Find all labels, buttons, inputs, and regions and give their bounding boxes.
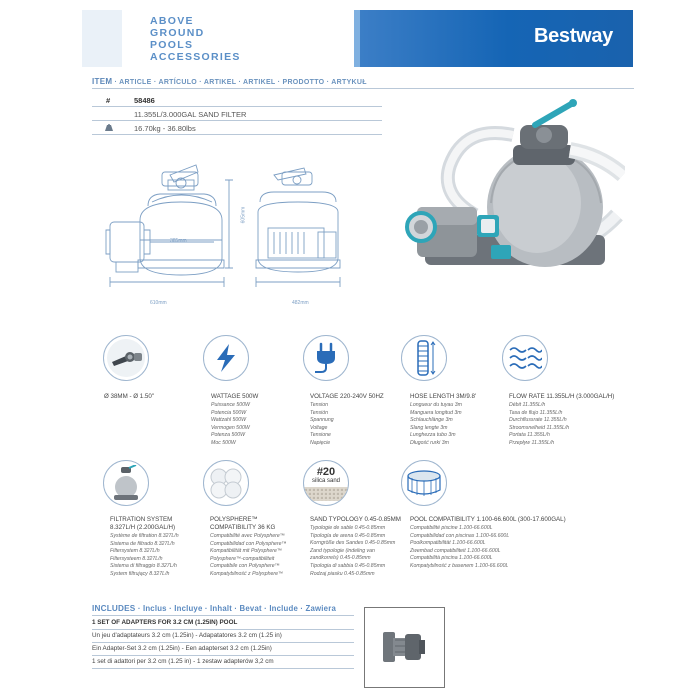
pool-line: Compatibilità piscina 1.100-66.600L bbox=[410, 555, 493, 562]
includes-divider bbox=[92, 615, 354, 616]
includes-line: Un jeu d'adaptateurs 3.2 cm (1.25in) - Adapatatores 3.2 cm (1.25 in) bbox=[92, 632, 282, 639]
item-weight: 16.70kg - 36.80lbs bbox=[134, 124, 196, 133]
polysphere-line: Polysphere™-compatibiliteit bbox=[210, 555, 275, 562]
item-row-divider bbox=[92, 134, 382, 135]
sand-grade-label: #20 bbox=[316, 466, 336, 478]
includes-heading bbox=[92, 604, 336, 613]
includes-row-divider bbox=[92, 668, 354, 669]
pool-line: Compatibilité piscine 1.100-66.600L bbox=[410, 525, 493, 531]
hose-length-title: HOSE LENGTH 3M/9.8' bbox=[410, 393, 477, 400]
item-row-divider bbox=[92, 120, 382, 121]
filtration-line: Sistema di filtraggio 8.327L/h bbox=[110, 563, 177, 570]
filtration-translations bbox=[110, 533, 179, 579]
plug-icon bbox=[303, 335, 349, 381]
sand-filter-pump-image bbox=[395, 95, 625, 310]
hose-length-translations bbox=[410, 402, 462, 448]
front-height-label: 605mm bbox=[240, 206, 247, 224]
filtration-line: System filtrujący 8.327L/h bbox=[110, 570, 170, 577]
includes-row-divider bbox=[92, 629, 354, 630]
polysphere-title bbox=[210, 516, 275, 532]
lightning-icon bbox=[203, 335, 249, 381]
sand-line: Typologie de sable 0.45-0.85mm bbox=[310, 525, 386, 531]
voltage-line: Tensione bbox=[310, 432, 331, 439]
adapter-image-box bbox=[364, 607, 445, 688]
item-row-divider bbox=[92, 106, 382, 107]
filtration-title bbox=[110, 516, 175, 532]
wattage-line: Vermogen 500W bbox=[211, 424, 250, 431]
filtration-line: Filtersysteem 8.327L/h bbox=[110, 555, 163, 562]
polysphere-line: Kompatybilność z Polysphere™ bbox=[210, 570, 284, 577]
voltage-line: Napięcie bbox=[310, 439, 331, 446]
hose-length-line: Długość rurki 3m bbox=[410, 439, 449, 446]
wattage-line: Puissance 500W bbox=[211, 402, 250, 408]
above-ground-pool-icon bbox=[401, 460, 447, 506]
voltage-line: Spannung bbox=[310, 417, 334, 424]
polysphere-line: Kompatibilität mit Polysphere™ bbox=[210, 548, 283, 555]
polysphere-line: Compatibilidad con Polysphere™ bbox=[210, 540, 287, 547]
sand-type-label: silica sand bbox=[311, 478, 340, 484]
sand-typology-title: SAND TYPOLOGY 0.45-0.85MM bbox=[310, 516, 401, 523]
sand-line: Korngröße des Sandes 0.45-0.85mm bbox=[310, 540, 396, 547]
flow-rate-translations bbox=[509, 402, 569, 448]
filtration-title-line: 8.327L/H (2.200GAL/H) bbox=[110, 524, 176, 531]
header-title-line-4: ACCESSORIES bbox=[150, 51, 241, 63]
pool-line: Compatibilidad con piscinas 1.100-66.600L bbox=[410, 532, 510, 539]
weight-icon bbox=[105, 124, 113, 131]
includes-heading-languages: · Inclus · Incluye · Inhalt · Bevat · Include · Zawiera bbox=[135, 604, 336, 613]
wattage-title: WATTAGE 500W bbox=[211, 393, 259, 400]
header-brand-band bbox=[354, 10, 633, 67]
item-number-symbol: # bbox=[106, 96, 111, 105]
includes-row-divider bbox=[92, 655, 354, 656]
side-view-drawing bbox=[252, 150, 357, 315]
includes-line: 1 SET OF ADAPTERS FOR 3.2 CM (1.25IN) POOL bbox=[92, 619, 238, 626]
voltage-line: Tension bbox=[310, 402, 328, 408]
sand-texture bbox=[303, 487, 349, 501]
header-left-band bbox=[82, 10, 122, 67]
sand-line: Tipologia di sabbia 0.45-0.85mm bbox=[310, 562, 386, 569]
includes-row-divider bbox=[92, 642, 354, 643]
hose-length-line: Manguera longitud 3m bbox=[410, 409, 462, 416]
sand-typology-translations bbox=[310, 525, 395, 578]
voltage-line: Tensión bbox=[310, 409, 328, 416]
wattage-line: Potencia 500W bbox=[211, 409, 247, 416]
hose-adapter-icon bbox=[365, 608, 443, 686]
sand-line: zandkorrels) 0.45-0.85mm bbox=[310, 555, 371, 562]
hose-length-line: Slang lengte 3m bbox=[410, 424, 448, 431]
item-divider bbox=[92, 88, 634, 89]
hose-length-line: Schlauchlänge 3m bbox=[410, 417, 453, 424]
flow-rate-line: Przepływ 11.355L/h bbox=[509, 439, 555, 446]
front-width-label: 610mm bbox=[150, 300, 167, 306]
polysphere-title-line: COMPATIBILITY 36 KG bbox=[210, 524, 276, 531]
flow-rate-line: Stroomsnelheid 11.355L/h bbox=[509, 424, 570, 431]
polysphere-line: Compatibilité avec Polysphere™ bbox=[210, 533, 285, 539]
water-flow-icon bbox=[502, 335, 548, 381]
flow-rate-line: Durchflussrate 11.355L/h bbox=[509, 417, 567, 424]
hose-connector-icon bbox=[103, 335, 149, 381]
item-description: 11.355L/3.000GAL SAND FILTER bbox=[134, 110, 247, 119]
header-title-line-1: ABOVE bbox=[150, 15, 194, 27]
item-heading-first: ITEM bbox=[92, 77, 113, 86]
pool-line: Zwembad compatibiliteit 1.100-66.600L bbox=[410, 547, 501, 554]
filtration-line: Système de filtration 8.327L/h bbox=[110, 533, 179, 539]
sand-filter-icon bbox=[103, 460, 149, 506]
voltage-line: Voltage bbox=[310, 424, 328, 431]
voltage-translations bbox=[310, 402, 334, 448]
wattage-line: Moc 500W bbox=[211, 439, 236, 446]
header-title-line-2: GROUND bbox=[150, 27, 205, 39]
wattage-translations bbox=[211, 402, 250, 448]
header-title-line-3: POOLS bbox=[150, 39, 194, 51]
polysphere-line: Compatibile con Polysphere™ bbox=[210, 563, 280, 570]
polysphere-translations bbox=[210, 533, 287, 579]
pool-compatibility-title: POOL COMPATIBILITY 1.100-66.600L (300-17.600GAL) bbox=[410, 516, 566, 523]
side-width-label: 482mm bbox=[292, 300, 309, 306]
item-heading bbox=[92, 77, 367, 86]
polysphere-balls-icon bbox=[203, 460, 249, 506]
sand-line: Zand typologie (indeling van bbox=[310, 547, 375, 554]
polysphere-title-line: POLYSPHERE™ bbox=[210, 516, 258, 523]
filtration-line: Sistema de filtrado 8.327L/h bbox=[110, 540, 175, 547]
item-heading-languages: · ARTICLE · ARTÍCULO · ARTIKEL · ARTIKEL · PRODOTTO · ARTYKUŁ bbox=[112, 79, 367, 86]
flow-rate-line: Tasa de flujo 11.355L/h bbox=[509, 409, 563, 416]
hose-diameter-title: Ø 38MM - Ø 1.50" bbox=[104, 393, 154, 400]
silica-sand-icon bbox=[303, 460, 349, 506]
includes-heading-first: INCLUDES bbox=[92, 604, 136, 613]
pool-line: Poolkompatibilität 1.100-66.600L bbox=[410, 540, 486, 547]
wattage-line: Potenza 500W bbox=[211, 432, 246, 439]
voltage-title: VOLTAGE 220-240V 50HZ bbox=[310, 393, 384, 400]
brand-logo: Bestway bbox=[533, 25, 613, 47]
includes-line: 1 set di adattori per 3.2 cm (1.25 in) - 1 zestaw adapterów 3,2 cm bbox=[92, 658, 274, 665]
sand-line: Rodzaj piasku 0.45-0.85mm bbox=[310, 570, 375, 577]
flow-rate-line: Débit 11.355L/h bbox=[509, 402, 546, 408]
flow-rate-line: Portata 11.355L/h bbox=[509, 432, 550, 439]
hose-length-icon bbox=[401, 335, 447, 381]
filtration-line: Filtersystem 8.327L/h bbox=[110, 548, 160, 555]
page-header bbox=[82, 10, 633, 67]
wattage-line: Wattzahl 500W bbox=[211, 417, 247, 424]
includes-line: Ein Adapter-Set 3.2 cm (1.25in) - Een adapterset 3.2 cm (1.25in) bbox=[92, 645, 272, 652]
header-title bbox=[122, 10, 354, 67]
pool-line: Kompatybilność z basenem 1.100-66.600L bbox=[410, 562, 509, 569]
filtration-title-line: FILTRATION SYSTEM bbox=[110, 516, 173, 523]
hose-length-line: Longueur du tuyau 3m bbox=[410, 402, 462, 408]
front-diameter-label: 385mm bbox=[170, 238, 187, 244]
pool-compatibility-translations bbox=[410, 525, 509, 571]
sand-line: Tipología de arena 0.45-0.85mm bbox=[310, 532, 386, 539]
hose-length-line: Lunghezza tubo 3m bbox=[410, 432, 456, 439]
flow-rate-title: FLOW RATE 11.355L/H (3.000GAL/H) bbox=[509, 393, 615, 400]
item-number: 58486 bbox=[134, 96, 155, 105]
